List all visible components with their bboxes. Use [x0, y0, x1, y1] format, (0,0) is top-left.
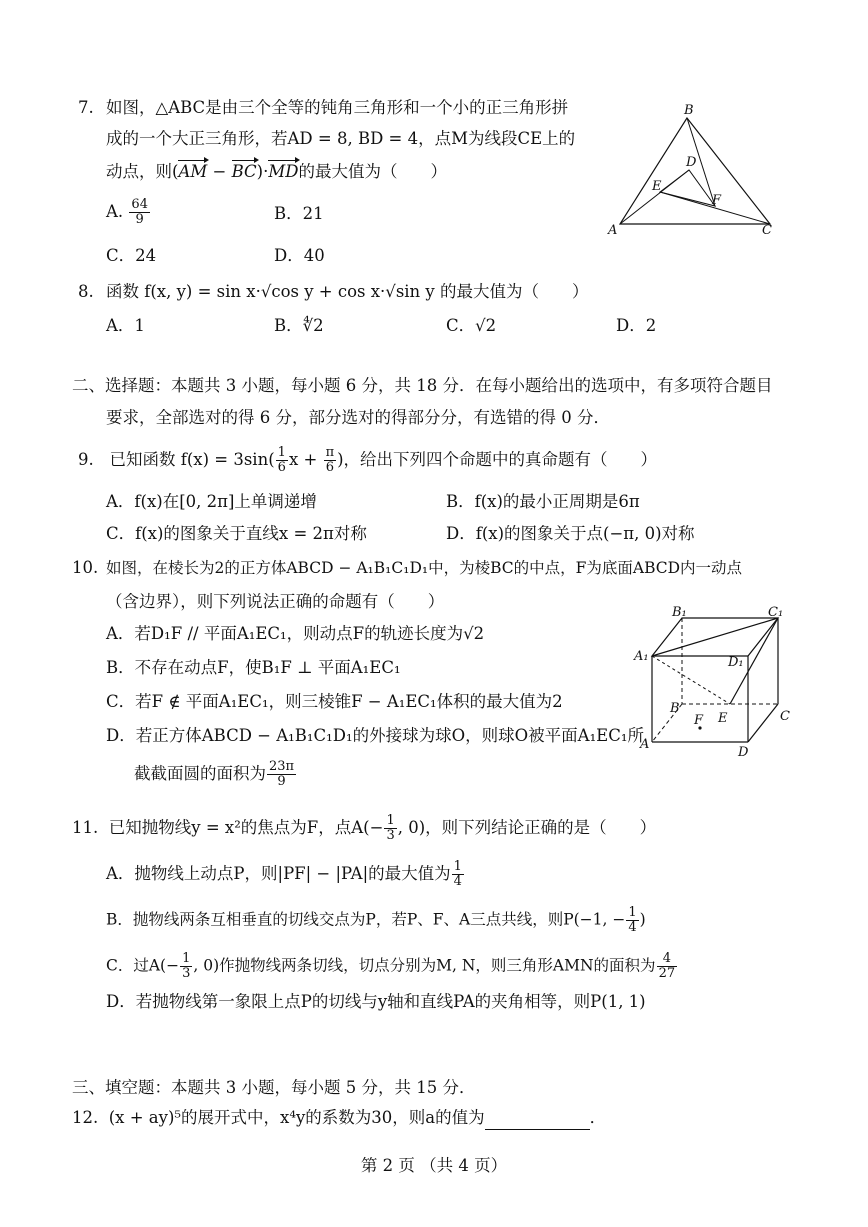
fig-label: A	[640, 737, 650, 752]
q11-option-c	[106, 952, 678, 981]
fraction: $\frac{1}{6}$	[277, 445, 286, 475]
q7-option-a	[106, 198, 151, 227]
option-label: A.	[106, 202, 124, 221]
fig-label: B	[684, 103, 694, 118]
q11-b-post: )	[639, 910, 646, 929]
q7-number: 7.	[78, 98, 94, 117]
fig-label: D	[738, 745, 749, 760]
q7-stem-line3	[106, 160, 447, 184]
q11-stem-pre: 已知抛物线y = x²的焦点为F，点A(−	[108, 818, 384, 837]
fig-label: F	[712, 193, 722, 208]
q10-option-b: B．不存在动点F，使B₁F ⊥ 平面A₁EC₁	[106, 658, 401, 677]
q11-option-a	[106, 860, 465, 889]
q8-option-c: C．√2	[446, 316, 497, 335]
q12-stem	[72, 1106, 606, 1130]
q9-option-c: C．f(x)的图象关于直线x = 2π对称	[106, 524, 367, 543]
fig-label: B₁	[672, 605, 687, 620]
q9-pre: 已知函数 f(x) = 3sin(	[109, 450, 275, 469]
q7-stem-line1: 如图，△ABC是由三个全等的钝角三角形和一个小的正三角形拼	[106, 98, 569, 117]
q9-mid: x +	[288, 450, 323, 469]
q9-option-b: B．f(x)的最小正周期是6π	[446, 492, 640, 511]
fraction: $\frac{4}{27}$	[658, 951, 676, 981]
q7-l3-mid: )·	[256, 162, 269, 181]
q7-option-d: D．40	[274, 246, 325, 265]
vector-bc: BC	[232, 160, 257, 184]
q11-number: 11.	[72, 818, 99, 837]
vector-md: MD	[268, 160, 298, 184]
section3-title: 三、填空题：本题共 3 小题，每小题 5 分，共 15 分．	[72, 1078, 476, 1097]
fraction: $\frac{64}{9}$	[131, 197, 148, 227]
q10-option-d-line1: D．若正方体ABCD − A₁B₁C₁D₁的外接球为球O，则球O被平面A₁EC₁所	[106, 726, 644, 745]
q7-option-c: C．24	[106, 246, 157, 265]
q10-option-a: A．若D₁F // 平面A₁EC₁，则动点F的轨迹长度为√2	[106, 624, 485, 643]
q10-stem-line2: （含边界），则下列说法正确的命题有（ ）	[106, 592, 445, 611]
fig-label: E	[718, 711, 728, 726]
q12-number: 12.	[72, 1108, 99, 1127]
q7-l3-post: 的最大值为（ ）	[298, 162, 447, 181]
fig-label: B	[670, 701, 680, 716]
q11-option-d: D．若抛物线第一象限上点P的切线与y轴和直线PA的夹角相等，则P(1, 1)	[106, 992, 646, 1011]
section2-line1: 二、选择题：本题共 3 小题，每小题 6 分，共 18 分．在每小题给出的选项中，有多项符合题目	[72, 376, 773, 395]
q9-post: )，给出下列四个命题中的真命题有（ ）	[337, 450, 658, 469]
q9-number: 9.	[78, 450, 94, 469]
fraction: $\frac{23\pi}{9}$	[269, 759, 295, 789]
fig-label: C	[762, 223, 772, 238]
q10-stem-line1: 如图，在棱长为2的正方体ABCD − A₁B₁C₁D₁中，为棱BC的中点，F为底面ABCD内一动点	[106, 559, 743, 577]
q11-stem-post: , 0)，则下列结论正确的是（ ）	[397, 818, 657, 837]
q9-option-a: A．f(x)在[0, 2π]上单调递增	[106, 492, 317, 511]
fraction: $\frac{1}{4}$	[453, 859, 462, 889]
q12-post: ．	[589, 1108, 607, 1127]
q7-l3-pre: 动点，则(	[106, 162, 179, 181]
q8-option-a: A．1	[106, 316, 145, 335]
q7-stem-line2: 成的一个大正三角形，若AD = 8, BD = 4，点M为线段CE上的	[106, 129, 576, 148]
q11-a-pre: A．抛物线上动点P，则|PF| − |PA|的最大值为	[106, 864, 451, 883]
q11-stem	[72, 814, 656, 843]
fig-label: D₁	[728, 655, 744, 670]
fig-label: D	[686, 155, 697, 170]
section2-line2: 要求，全部选对的得 6 分，部分选对的得部分分，有选错的得 0 分．	[106, 408, 610, 427]
q9-stem	[78, 446, 657, 475]
q11-option-b	[106, 906, 646, 935]
fig-label: A₁	[634, 649, 649, 664]
fig-label: F	[694, 713, 704, 728]
q11-c-pre: C．过A(−	[106, 956, 180, 975]
fig-label: E	[652, 179, 662, 194]
q8-option-b: B．∜2	[274, 316, 324, 335]
page-footer: 第 2 页 （共 4 页）	[360, 1156, 508, 1175]
cube-figure	[630, 604, 790, 760]
fraction: $\frac{1}{3}$	[182, 951, 191, 981]
triangle-figure	[602, 100, 792, 240]
fig-label: C	[780, 709, 790, 724]
fraction: $\frac{1}{4}$	[628, 905, 637, 935]
vector-am: AM	[178, 160, 207, 184]
fraction: $\frac{1}{3}$	[386, 813, 395, 843]
q11-b-pre: B．抛物线两条互相垂直的切线交点为P，若P、F、A三点共线，则P(−1, −	[106, 910, 626, 929]
q10-d2-pre: 截截面圆的面积为	[134, 764, 266, 783]
fig-label: A	[608, 223, 618, 238]
q7-option-b: B．21	[274, 204, 324, 223]
fraction: $\frac{\pi}{6}$	[325, 445, 335, 475]
q7-l3-minus: −	[207, 162, 232, 181]
fig-label: C₁	[768, 605, 784, 620]
q8-stem: 函数 f(x, y) = sin x·√cos y + cos x·√sin y 的最大值为（ ）	[106, 282, 589, 301]
q8-number: 8.	[78, 282, 94, 301]
q8-option-d: D．2	[616, 316, 657, 335]
q11-c-mid: , 0)作抛物线两条切线，切点分别为M, N，则三角形AMN的面积为	[193, 956, 656, 975]
q9-option-d: D．f(x)的图象关于点(−π, 0)对称	[446, 524, 695, 543]
q12-pre: (x + ay)⁵的展开式中，x⁴y的系数为30，则a的值为	[108, 1108, 485, 1127]
q10-option-c: C．若F ∉ 平面A₁EC₁，则三棱锥F − A₁EC₁体积的最大值为2	[106, 692, 563, 711]
q10-number: 10.	[72, 558, 99, 577]
answer-blank[interactable]	[485, 1111, 590, 1130]
q10-option-d-line2	[134, 760, 297, 789]
